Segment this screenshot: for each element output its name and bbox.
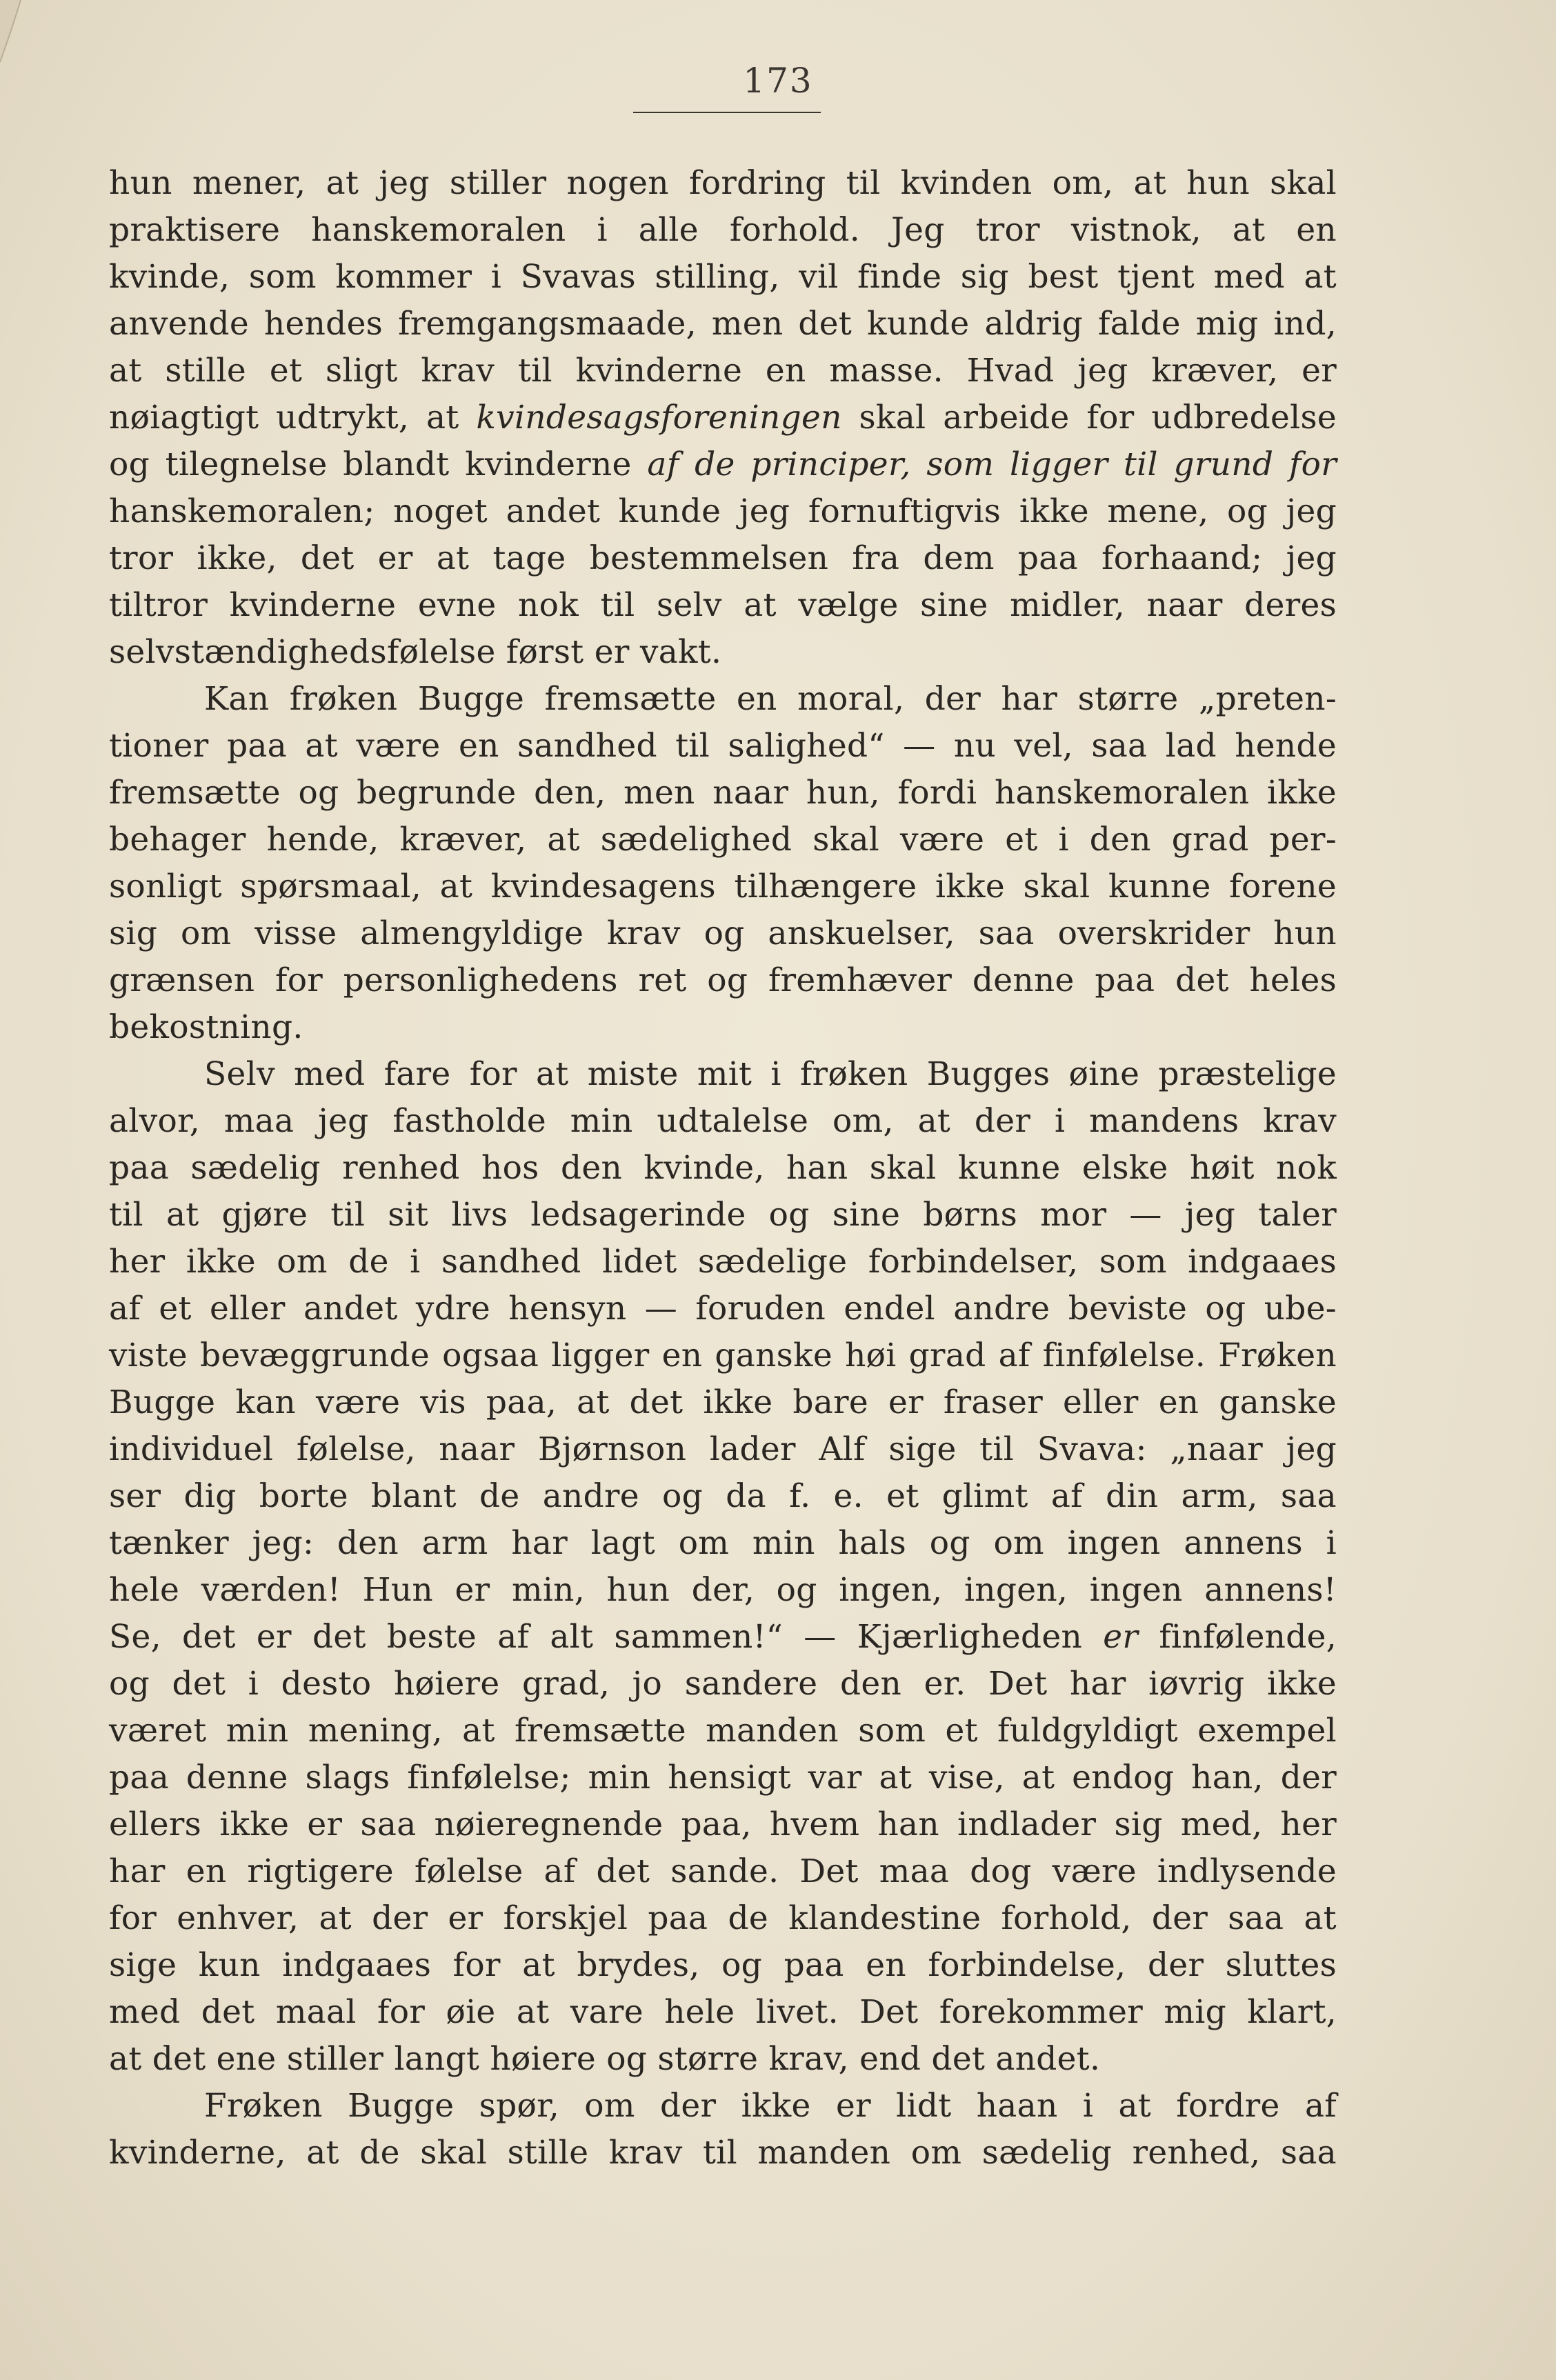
header-rule — [633, 112, 821, 113]
text-line — [109, 1614, 1337, 1661]
text-line: bekostning. — [109, 1008, 303, 1046]
text-line — [109, 394, 1337, 441]
text-line: tiltror kvinderne evne nok til selv at vælge sine midler, naar deres — [109, 586, 1337, 624]
text-line: med det maal for øie at vare hele livet. Det forekommer mig klart, — [109, 1993, 1337, 2031]
text-line: for enhver, at der er forskjel paa de klandestine forhold, der saa at — [109, 1899, 1337, 1937]
text-run: nøiagtigt udtrykt, at — [109, 399, 477, 437]
text-line: Kan frøken Bugge fremsætte en moral, der har større „preten- — [204, 680, 1337, 718]
text-run: finfølende, — [1138, 1618, 1337, 1656]
text-run: og tilegnelse blandt kvinderne — [109, 446, 648, 483]
text-line: Bugge kan være vis paa, at det ikke bare er fraser eller en ganske — [109, 1383, 1337, 1421]
text-line: at det ene stiller langt høiere og større krav, end det andet. — [109, 2040, 1101, 2078]
emphasis-text: er — [1103, 1618, 1139, 1656]
text-line: paa sædelig renhed hos den kvinde, han skal kunne elske høit nok — [109, 1149, 1337, 1187]
text-line: sige kun indgaaes for at brydes, og paa en forbindelse, der sluttes — [109, 1946, 1337, 1984]
text-line: Selv med fare for at miste mit i frøken Bugges øine præstelige — [204, 1055, 1337, 1093]
text-line: grænsen for personlighedens ret og fremhæver denne paa det heles — [109, 961, 1337, 999]
emphasis-text: kvindesagsforeningen — [476, 399, 842, 437]
text-line: tror ikke, det er at tage bestemmelsen fra dem paa forhaand; jeg — [109, 539, 1337, 577]
text-line: hun mener, at jeg stiller nogen fordring til kvinden om, at hun skal — [109, 164, 1337, 202]
text-line: hele værden! Hun er min, hun der, og ingen, ingen, ingen annens! — [109, 1571, 1337, 1609]
text-line: individuel følelse, naar Bjørnson lader Alf sige til Svava: „naar jeg — [109, 1430, 1337, 1468]
text-line: kvinde, som kommer i Svavas stilling, vil finde sig best tjent med at — [109, 258, 1337, 296]
emphasis-text: af de principer, som ligger til grund for — [647, 446, 1337, 483]
text-line: paa denne slags finfølelse; min hensigt var at vise, at endog han, der — [109, 1759, 1337, 1797]
text-line: viste bevæggrunde ogsaa ligger en ganske høi grad af finfølelse. Frøken — [109, 1337, 1337, 1374]
text-line: sonligt spørsmaal, at kvindesagens tilhængere ikke skal kunne forene — [109, 868, 1337, 906]
text-line: Frøken Bugge spør, om der ikke er lidt haan i at fordre af — [204, 2087, 1337, 2125]
body-text — [109, 160, 1337, 2177]
text-run: skal arbeide for udbredelse — [841, 399, 1337, 437]
text-line: fremsætte og begrunde den, men naar hun, fordi hanskemoralen ikke — [109, 774, 1337, 812]
text-line: hanskemoralen; noget andet kunde jeg fornuftigvis ikke mene, og jeg — [109, 492, 1337, 530]
text-line: til at gjøre til sit livs ledsagerinde og sine børns mor — jeg taler — [109, 1196, 1337, 1234]
text-line: her ikke om de i sandhed lidet sædelige forbindelser, som indgaaes — [109, 1243, 1337, 1281]
text-line: at stille et sligt krav til kvinderne en masse. Hvad jeg kræver, er — [109, 352, 1337, 390]
text-line: ser dig borte blant de andre og da f. e. et glimt af din arm, saa — [109, 1477, 1337, 1515]
page-number: 173 — [743, 61, 813, 101]
text-line: tioner paa at være en sandhed til salighed“ — nu vel, saa lad hende — [109, 727, 1337, 765]
text-line: har en rigtigere følelse af det sande. Det maa dog være indlysende — [109, 1852, 1337, 1890]
text-line — [109, 441, 1337, 488]
text-line: kvinderne, at de skal stille krav til manden om sædelig renhed, saa — [109, 2134, 1337, 2172]
text-line: alvor, maa jeg fastholde min udtalelse om, at der i mandens krav — [109, 1102, 1337, 1140]
text-line: behager hende, kræver, at sædelighed skal være et i den grad per- — [109, 821, 1337, 859]
text-line: ellers ikke er saa nøieregnende paa, hvem han indlader sig med, her — [109, 1806, 1337, 1843]
text-line: været min mening, at fremsætte manden som et fuldgyldigt exempel — [109, 1712, 1337, 1750]
text-line: selvstændighedsfølelse først er vakt. — [109, 633, 722, 671]
text-line: tænker jeg: den arm har lagt om min hals og om ingen annens i — [109, 1524, 1337, 1562]
text-line: af et eller andet ydre hensyn — foruden endel andre beviste og ube- — [109, 1290, 1337, 1328]
text-line: anvende hendes fremgangsmaade, men det kunde aldrig falde mig ind, — [109, 305, 1337, 343]
text-run: Se, det er det beste af alt sammen!“ — Kjærligheden — [109, 1618, 1104, 1656]
text-line: praktisere hanskemoralen i alle forhold. Jeg tror vistnok, at en — [109, 211, 1337, 249]
text-line: og det i desto høiere grad, jo sandere den er. Det har iøvrig ikke — [109, 1665, 1337, 1703]
text-line: sig om visse almengyldige krav og anskuelser, saa overskrider hun — [109, 914, 1337, 952]
